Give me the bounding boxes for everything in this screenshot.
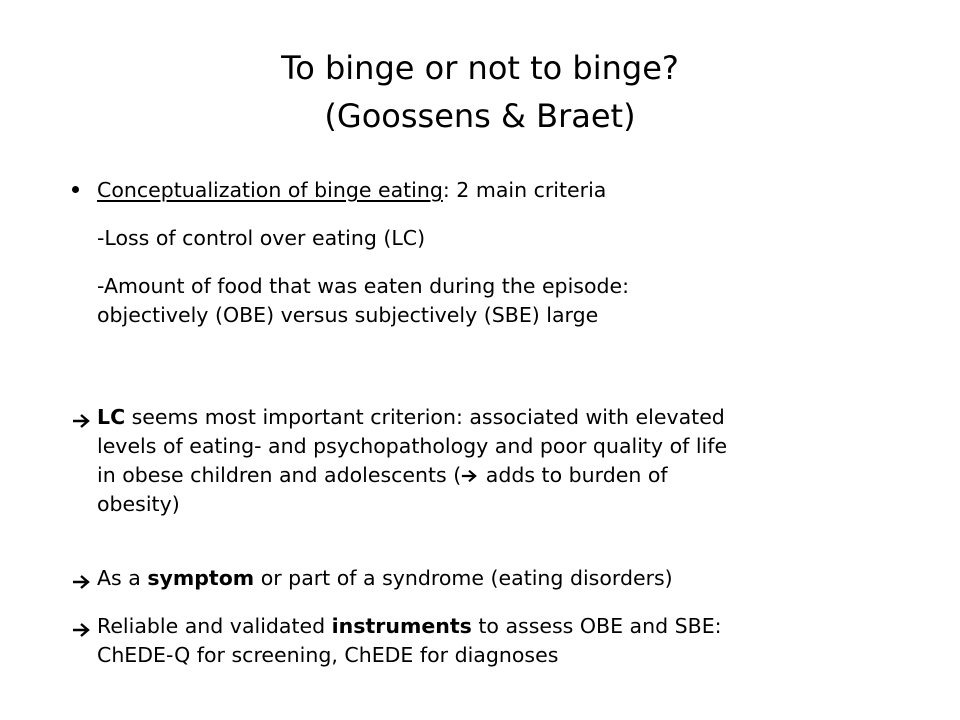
point-instruments-bold: instruments xyxy=(331,614,472,638)
point-lc-line-4: obesity) xyxy=(97,492,180,516)
slide-title xyxy=(0,44,960,140)
point-lc-rest: seems most important criterion: associated with elevated xyxy=(125,405,725,429)
bullet-dot-icon xyxy=(72,186,79,193)
title-line-2: (Goossens & Braet) xyxy=(324,97,636,135)
point-lc-line-1 xyxy=(97,403,725,432)
title-line-1: To binge or not to binge? xyxy=(281,49,679,87)
bullet-heading-rest: : 2 main criteria xyxy=(442,178,607,202)
right-arrow-icon xyxy=(461,461,479,490)
point-lc-line-3-after: adds to burden of xyxy=(479,463,668,487)
criterion-loss-of-control: -Loss of control over eating (LC) xyxy=(97,226,426,250)
point-instruments-line-1 xyxy=(97,612,722,641)
point-lc-line-3 xyxy=(97,461,668,490)
arrow-marker-2 xyxy=(72,567,92,596)
right-arrow-icon xyxy=(72,406,92,435)
point-symptom-bold: symptom xyxy=(147,566,255,590)
point-instruments-after: to assess OBE and SBE: xyxy=(471,614,722,638)
criterion-amount-line-1: -Amount of food that was eaten during the episode: xyxy=(97,274,630,298)
criterion-amount-line-2: objectively (OBE) versus subjectively (SBE) large xyxy=(97,303,599,327)
point-lc-line-2: levels of eating- and psychopathology and poor quality of life xyxy=(97,434,728,458)
bullet-marker xyxy=(72,178,82,198)
bullet-heading: Conceptualization of binge eating xyxy=(97,178,443,202)
point-symptom-before: As a xyxy=(97,566,148,590)
bullet-conceptualization xyxy=(97,176,606,205)
point-instruments-line-2: ChEDE-Q for screening, ChEDE for diagnoses xyxy=(97,643,559,667)
right-arrow-icon xyxy=(72,567,92,596)
point-instruments-before: Reliable and validated xyxy=(97,614,332,638)
arrow-marker-1 xyxy=(72,406,92,435)
point-symptom xyxy=(97,564,673,593)
point-lc-line-3-before: in obese children and adolescents ( xyxy=(97,463,462,487)
right-arrow-icon xyxy=(72,615,92,644)
point-symptom-after: or part of a syndrome (eating disorders) xyxy=(254,566,673,590)
arrow-marker-3 xyxy=(72,615,92,644)
point-lc-bold: LC xyxy=(97,405,126,429)
